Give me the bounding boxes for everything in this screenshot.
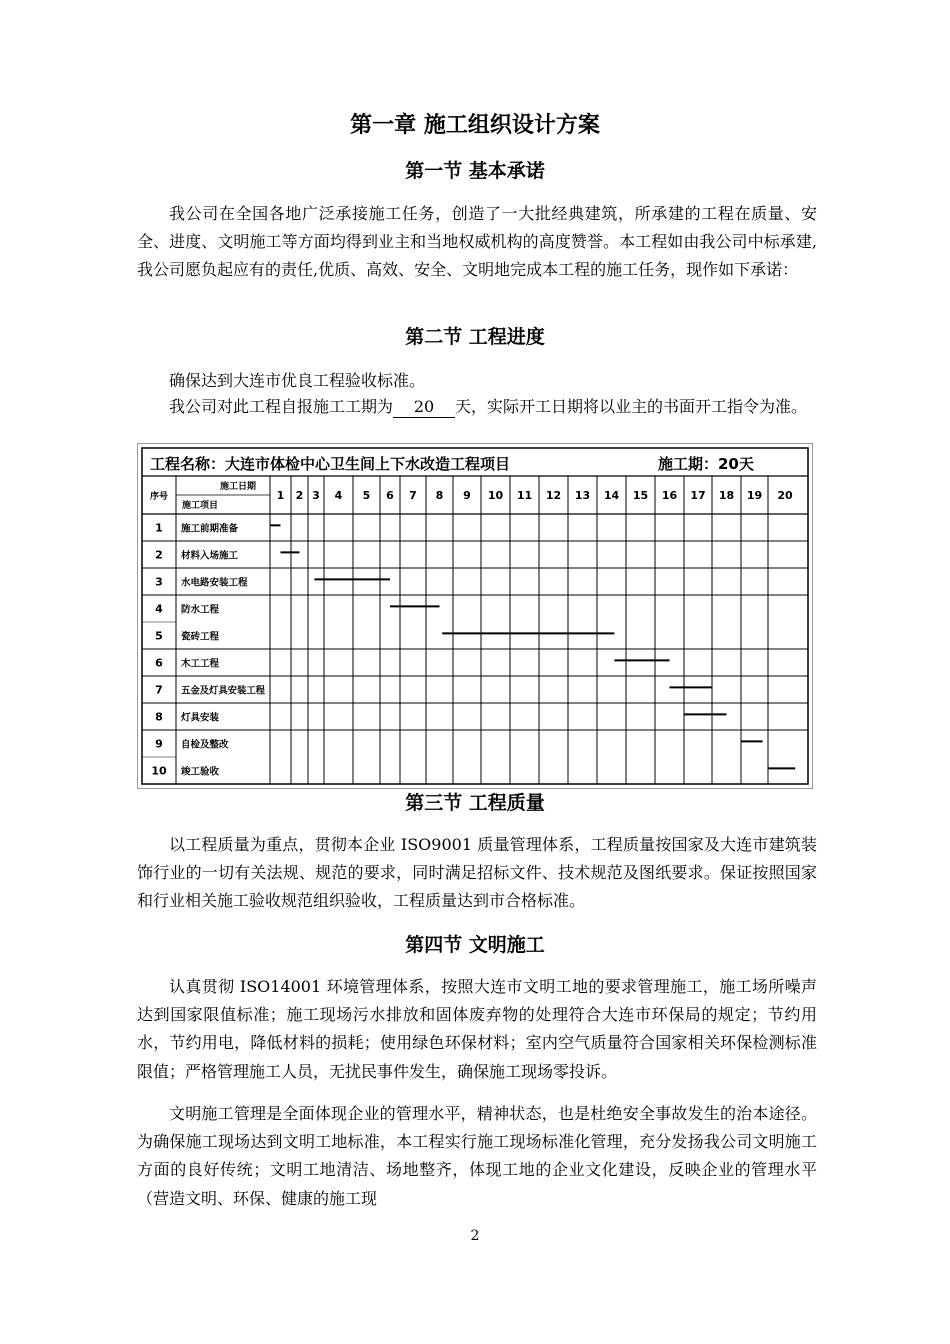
gantt-task-no: 8 (155, 710, 163, 724)
gantt-task-no: 9 (155, 737, 163, 751)
gantt-day-label: 6 (386, 489, 394, 502)
section-1-paragraph: 我公司在全国各地广泛承接施工任务，创造了一大批经典建筑，所承建的工程在质量、安全、进度、文明施工等方面均得到业主和当地权威机构的高度赞誉。本工程如由我公司中标承建,我公司愿负起应有的责任,优质、高效、安全、文明地完成本工程的施工任务，现作如下承诺： (137, 204, 817, 280)
chapter-title: 第一章 施工组织设计方案 (350, 113, 600, 138)
gantt-day-label: 9 (463, 489, 471, 502)
gantt-day-label: 8 (435, 489, 444, 502)
gantt-task-no: 10 (151, 764, 167, 778)
gantt-task-no: 3 (155, 575, 163, 589)
gantt-duration: 施工期：20天 (658, 455, 754, 473)
gantt-task-name: 瓷砖工程 (181, 631, 220, 643)
gantt-task-no: 7 (155, 683, 163, 697)
gantt-task-no: 5 (155, 629, 163, 643)
gantt-task-name: 灯具安装 (181, 712, 220, 724)
gantt-chart-svg (138, 444, 812, 788)
gantt-task-name: 五金及灯具安装工程 (181, 685, 267, 697)
gantt-task-no: 4 (155, 602, 163, 616)
gantt-day-label: 2 (295, 489, 304, 502)
gantt-task-name: 竣工验收 (181, 766, 220, 778)
gantt-day-label: 14 (603, 489, 620, 502)
gantt-task-name: 木工工程 (181, 658, 220, 670)
gantt-day-label: 15 (632, 489, 649, 502)
gantt-task-no: 2 (155, 548, 163, 562)
gantt-header-item: 施工项目 (182, 501, 219, 511)
gantt-task-name: 施工前期准备 (181, 523, 239, 535)
gantt-day-label: 18 (718, 489, 735, 502)
gantt-task-name: 防水工程 (181, 604, 220, 616)
gantt-day-label: 11 (516, 489, 533, 502)
section-2-title: 第二节 工程进度 (405, 326, 545, 348)
gantt-day-label: 16 (661, 489, 678, 502)
gantt-task-name: 自检及整改 (181, 739, 229, 751)
section-2-paragraph-1: 确保达到大连市优良工程验收标准。 (169, 371, 426, 390)
gantt-chart (137, 443, 813, 789)
gantt-title: 工程名称：大连市体检中心卫生间上下水改造工程项目 (150, 455, 511, 473)
gantt-day-label: 12 (545, 489, 562, 502)
gantt-day-label: 13 (574, 489, 591, 502)
gantt-task-no: 6 (155, 656, 163, 670)
section-1-title: 第一节 基本承诺 (405, 160, 545, 182)
gantt-day-label: 1 (276, 489, 285, 502)
gantt-day-label: 10 (487, 489, 504, 502)
gantt-day-label: 19 (746, 489, 763, 502)
schedule-text-after: 天，实际开工日期将以业主的书面开工指令为准。 (455, 397, 808, 416)
page-number: 2 (470, 1228, 480, 1244)
gantt-task-name: 水电路安装工程 (181, 577, 248, 589)
gantt-day-label: 4 (334, 489, 343, 502)
section-4-title: 第四节 文明施工 (405, 934, 545, 956)
gantt-day-label: 17 (690, 489, 706, 502)
gantt-day-label: 7 (409, 489, 417, 502)
gantt-day-label: 20 (777, 489, 793, 502)
gantt-header-seq: 序号 (149, 492, 169, 502)
gantt-task-no: 1 (155, 521, 163, 535)
section-3-title: 第三节 工程质量 (405, 792, 545, 814)
gantt-day-label: 5 (362, 489, 371, 502)
gantt-frame (142, 448, 808, 784)
section-3-paragraph: 以工程质量为重点，贯彻本企业 ISO9001 质量管理体系，工程质量按国家及大连市建筑装饰行业的一切有关法规、规范的要求，同时满足招标文件、技术规范及图纸要求。保证按照国家和行业相关施工验收规范组织验收，工程质量达到市合格标准。 (137, 835, 817, 911)
section-2-paragraph-2 (137, 393, 817, 421)
schedule-text-before: 我公司对此工程自报施工工期为 (169, 397, 394, 416)
section-4-paragraph-2: 文明施工管理是全面体现企业的管理水平，精神状态，也是杜绝安全事故发生的治本途径。为确保施工现场达到文明工地标准，本工程实行施工现场标准化管理，充分发扬我公司文明施工方面的良好传统；文明工地清洁、场地整齐，体现工地的企业文化建设，反映企业的管理水平（营造文明、环保、健康的施工现 (137, 1104, 817, 1208)
gantt-task-name: 材料入场施工 (181, 550, 239, 562)
section-4-paragraph-1: 认真贯彻 ISO14001 环境管理体系，按照大连市文明工地的要求管理施工，施工场所噪声达到国家限值标准；施工现场污水排放和固体废弃物的处理符合大连市环保局的规定；节约用水，节约用电，降低材料的损耗；使用绿色环保材料；室内空气质量符合国家相关环保检测标准限值；严格管理施工人员，无扰民事件发生，确保施工现场零投诉。 (137, 977, 817, 1081)
gantt-header-date: 施工日期 (219, 482, 257, 492)
gantt-day-label: 3 (312, 489, 320, 502)
schedule-days-blank: 20 (393, 397, 455, 418)
